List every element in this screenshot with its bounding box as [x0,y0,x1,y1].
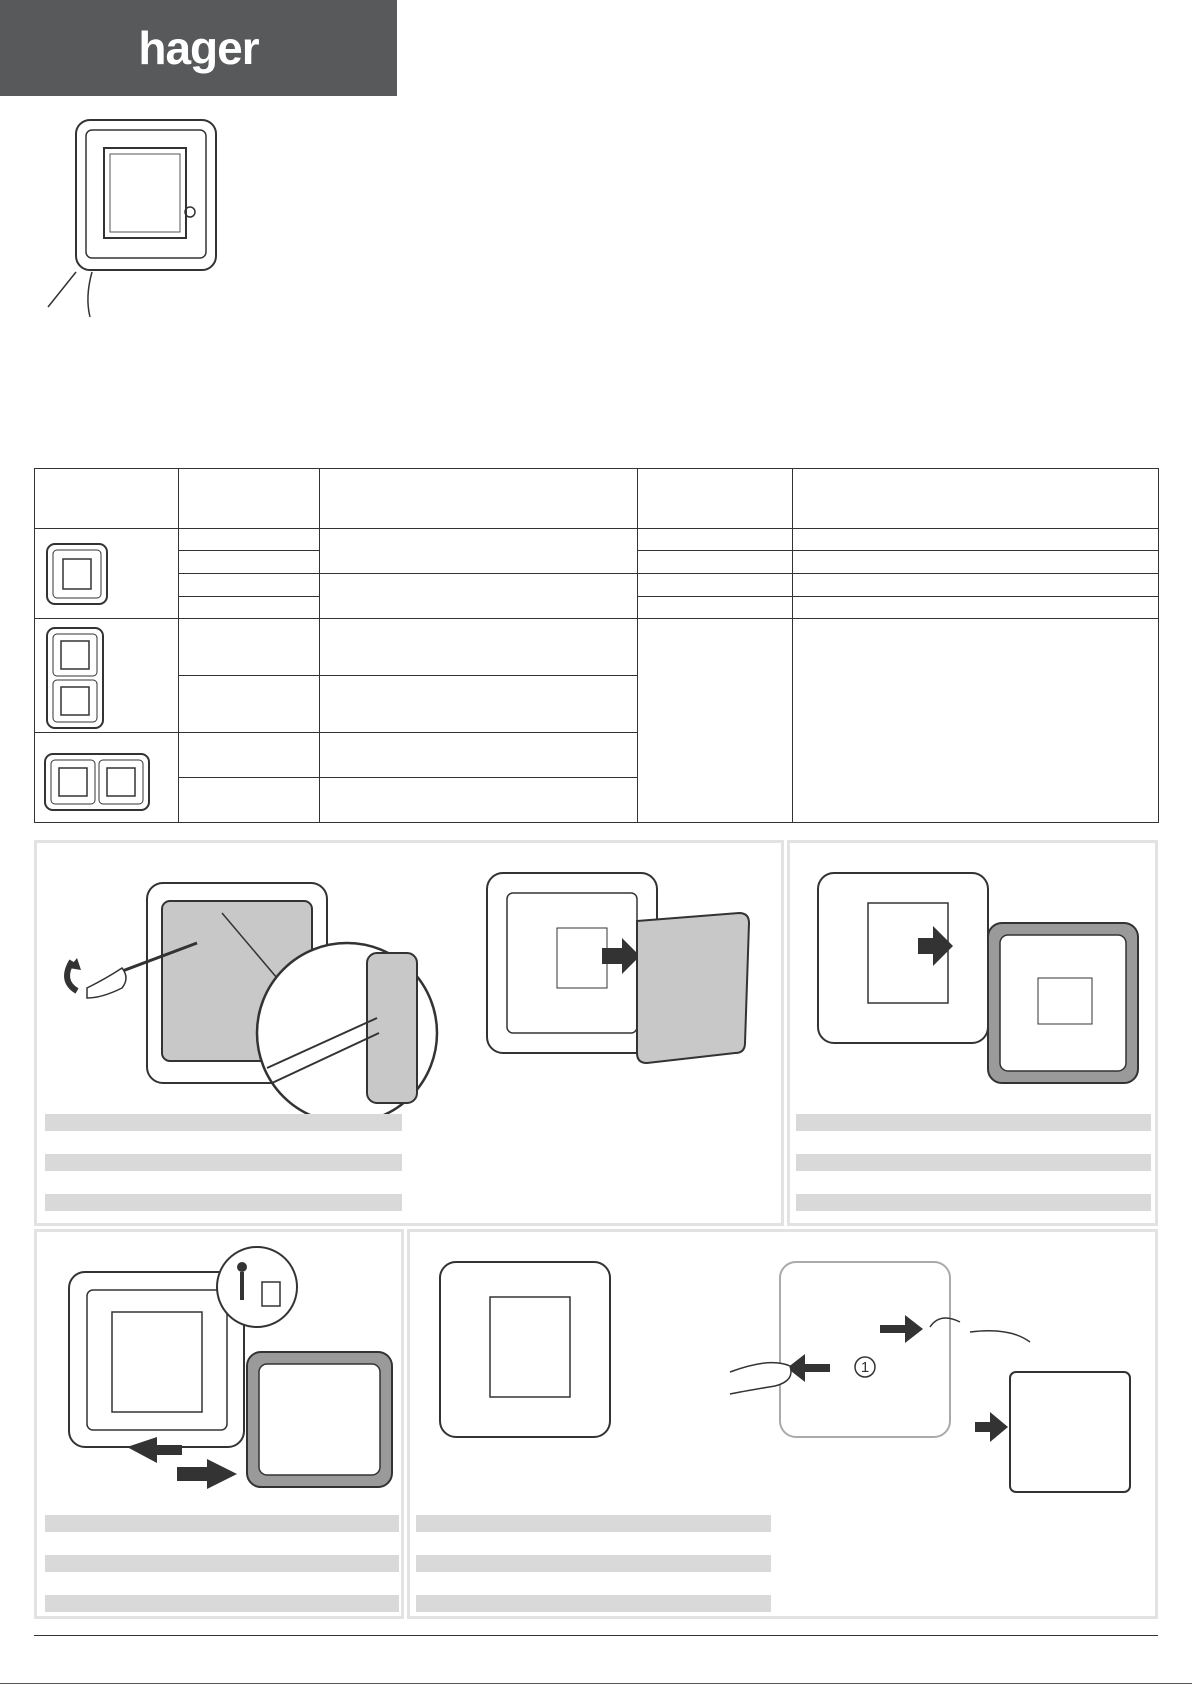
header-cell [638,469,793,529]
header-cell [793,469,1159,529]
brand-logo: hager [138,22,259,74]
step3-illustration [798,853,1148,1103]
text-bar [796,1194,1151,1211]
text-bar [416,1515,771,1532]
step-panel-4 [34,1229,404,1619]
step-panel-3 [787,840,1158,1226]
double-vertical-frame-icon [35,620,179,732]
bottom-rule [0,1683,1192,1684]
header-cell [179,469,320,529]
step2-illustration [477,853,777,1083]
svg-text:1: 1 [860,1359,870,1376]
step4-illustration [57,1242,397,1492]
step5-illustration [430,1242,1150,1502]
product-illustration [40,112,230,322]
single-frame-cell [35,529,179,619]
spec-table [34,468,1159,823]
text-bar [45,1595,399,1612]
text-bar [45,1194,402,1211]
header-cell [320,469,638,529]
double-vertical-frame-cell [35,618,179,733]
step-panel-1 [34,840,784,1226]
step-panel-5 [407,1229,1158,1619]
text-bar [796,1114,1151,1131]
text-bar [416,1555,771,1572]
text-bar [416,1595,771,1612]
brand-header [0,0,397,96]
footer-rule [34,1635,1158,1636]
header-cell [35,469,179,529]
double-horizontal-frame-cell [35,733,179,823]
text-bar [796,1154,1151,1171]
text-bar [45,1114,402,1131]
text-bar [45,1555,399,1572]
step1-illustration [47,853,487,1123]
text-bar [45,1515,399,1532]
text-bar [45,1154,402,1171]
double-horizontal-frame-icon [35,734,179,822]
single-frame-icon [35,530,179,618]
